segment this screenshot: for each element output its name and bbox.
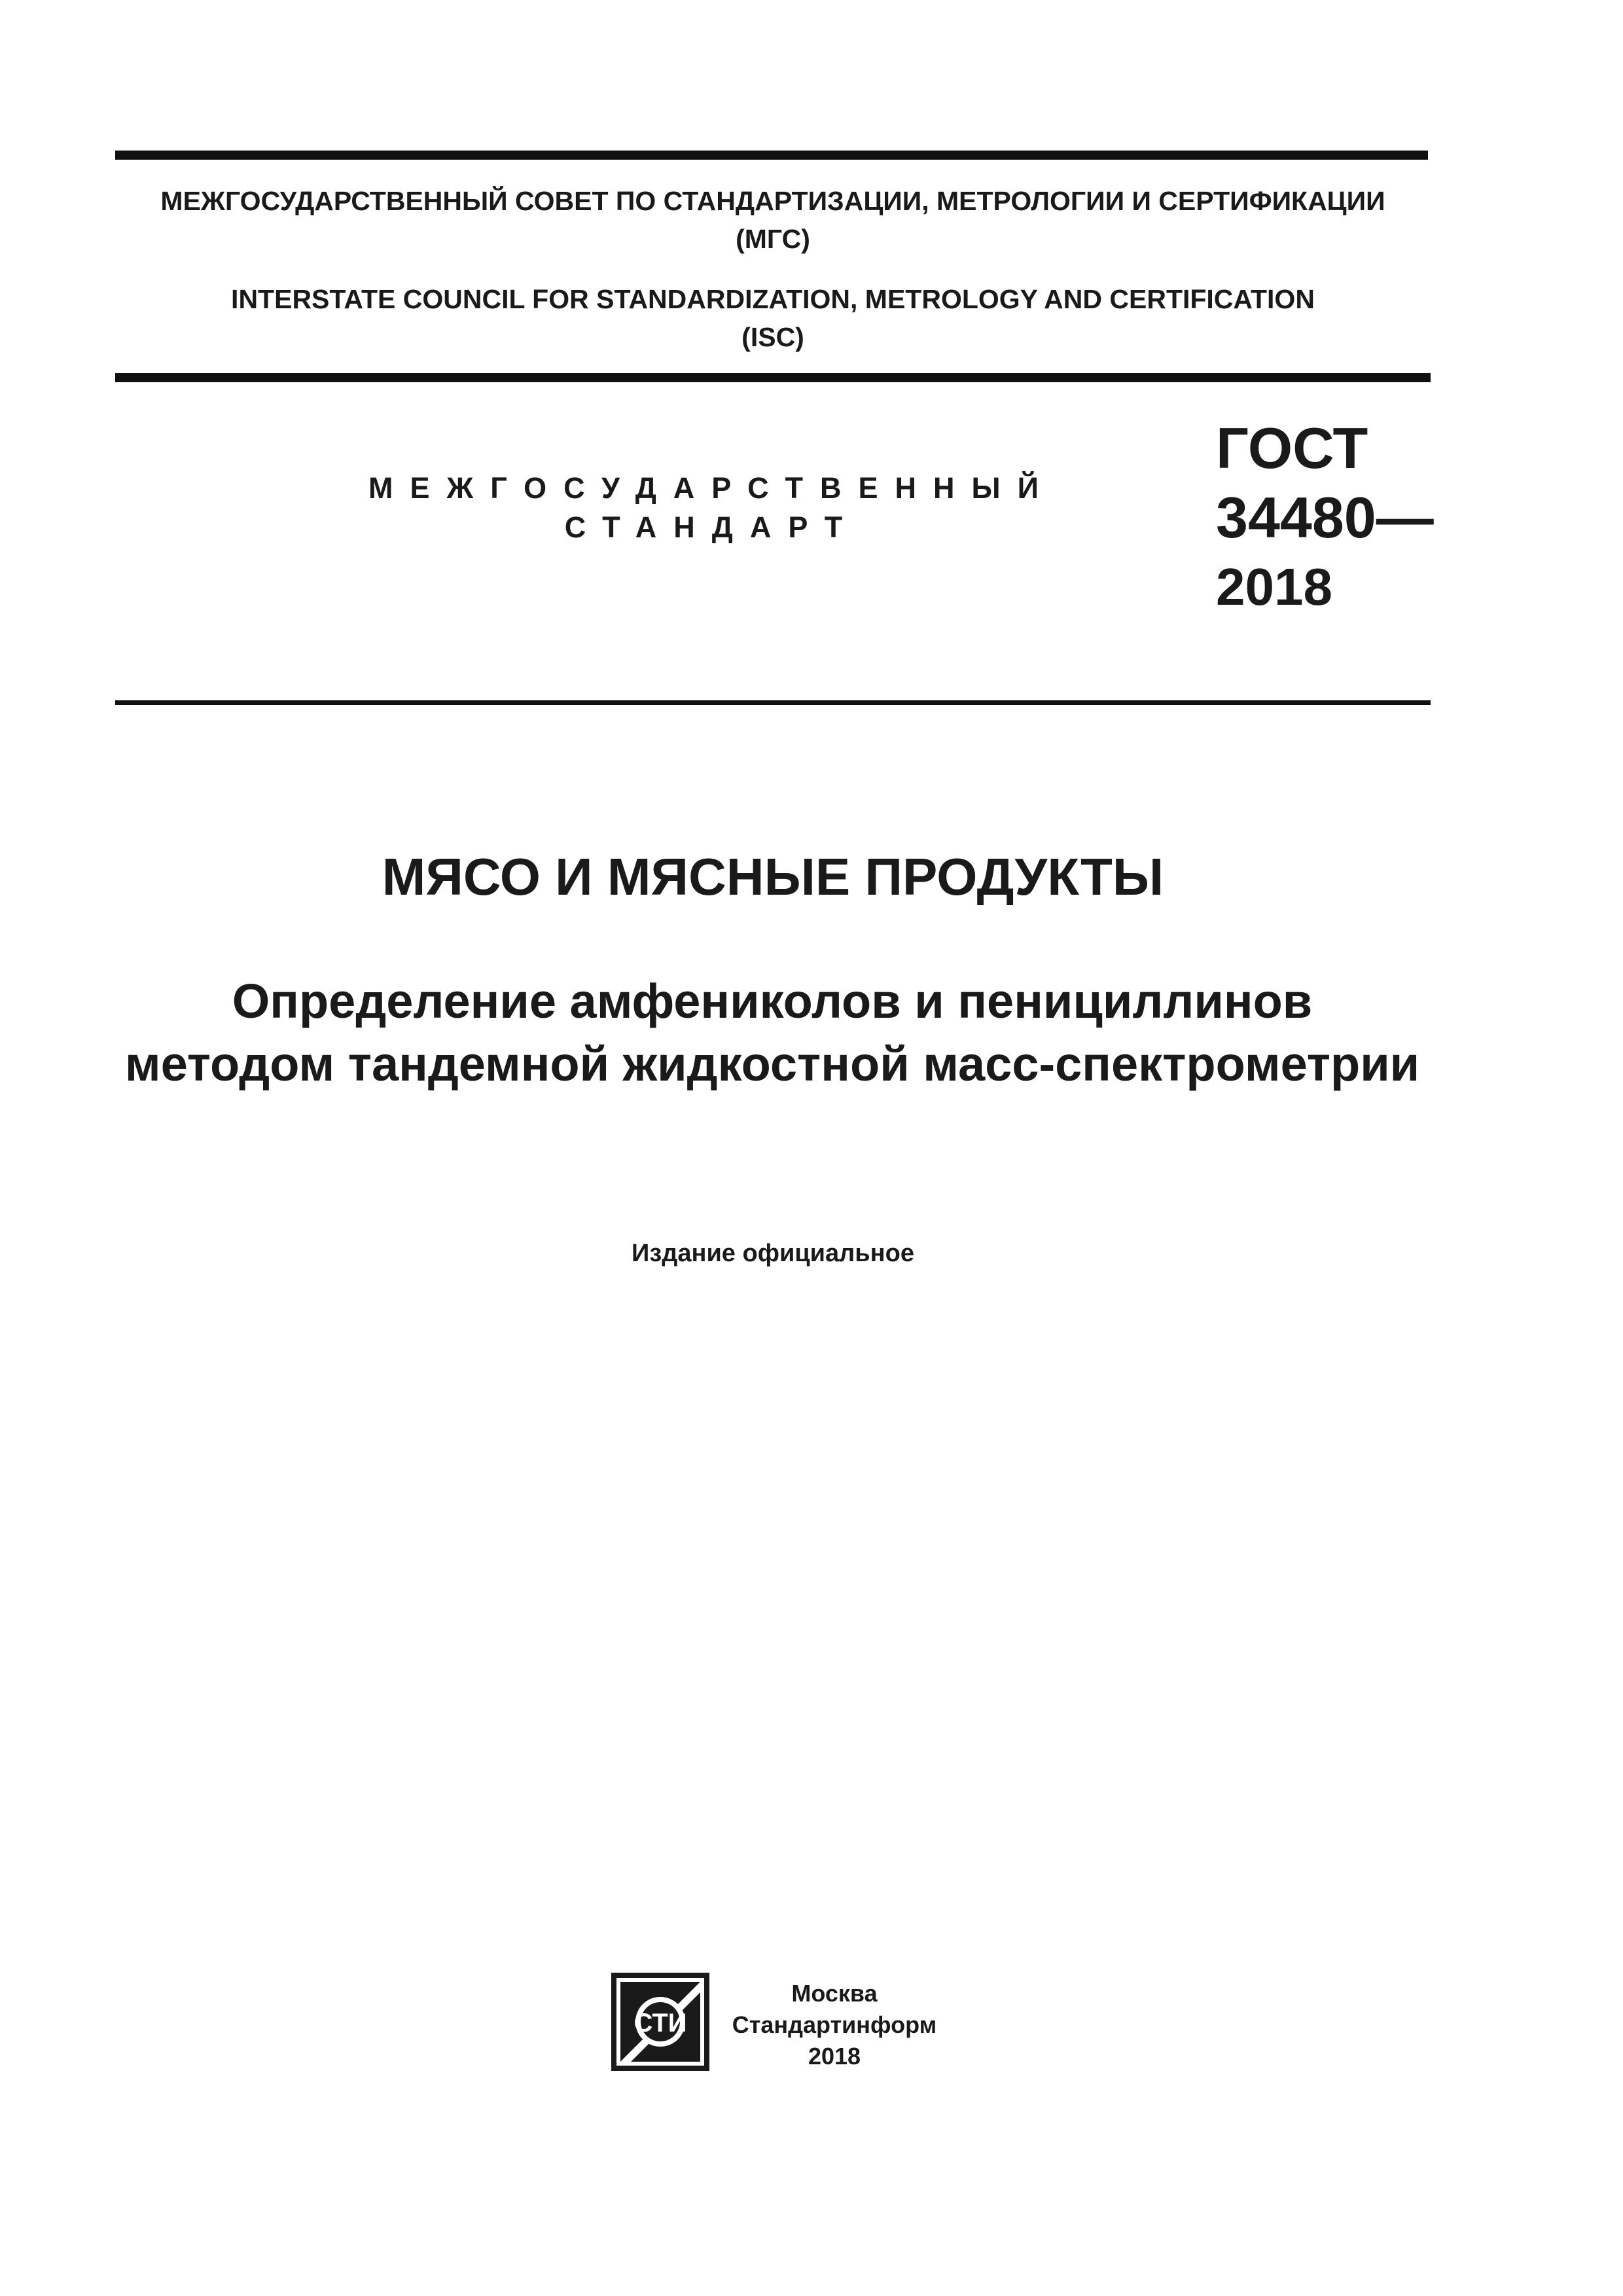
gost-year: 2018 bbox=[1216, 558, 1332, 616]
lower-rule bbox=[115, 700, 1431, 705]
standard-label-line2: СТАНДАРТ bbox=[564, 511, 860, 544]
standard-label-line1: МЕЖГОСУДАРСТВЕННЫЙ bbox=[368, 471, 1056, 505]
publisher-name: Стандартинформ bbox=[732, 2011, 937, 2038]
council-en bbox=[115, 280, 1431, 356]
top-rule bbox=[115, 151, 1428, 160]
gost-number: 34480— bbox=[1216, 485, 1434, 550]
publisher-block bbox=[713, 1978, 955, 2072]
document-title: МЯСО И МЯСНЫЕ ПРОДУКТЫ bbox=[382, 848, 1164, 906]
publisher-year: 2018 bbox=[808, 2043, 861, 2070]
council-ru-abbr: (МГС) bbox=[736, 224, 810, 254]
council-ru bbox=[115, 182, 1431, 258]
standartinform-logo-icon bbox=[611, 1973, 709, 2071]
gost-designation bbox=[1216, 414, 1434, 622]
document-subtitle bbox=[65, 970, 1479, 1096]
council-en-abbr: (ISC) bbox=[741, 322, 804, 352]
council-ru-name: МЕЖГОСУДАРСТВЕННЫЙ СОВЕТ ПО СТАНДАРТИЗАЦИИ, МЕТРОЛОГИИ И СЕРТИФИКАЦИИ bbox=[160, 186, 1385, 216]
edition-note: Издание официальное bbox=[632, 1240, 914, 1267]
document-subtitle-line2: методом тандемной жидкостной масс-спектрометрии bbox=[124, 1037, 1420, 1091]
publisher-city: Москва bbox=[791, 1980, 878, 2007]
document-subtitle-line1: Определение амфениколов и пенициллинов bbox=[232, 974, 1313, 1028]
gost-prefix: ГОСТ bbox=[1216, 416, 1368, 480]
middle-rule bbox=[115, 373, 1431, 382]
council-en-name: INTERSTATE COUNCIL FOR STANDARDIZATION, METROLOGY AND CERTIFICATION bbox=[231, 284, 1315, 314]
logo-text: СТИ bbox=[633, 2009, 687, 2037]
standard-label bbox=[288, 469, 1119, 547]
